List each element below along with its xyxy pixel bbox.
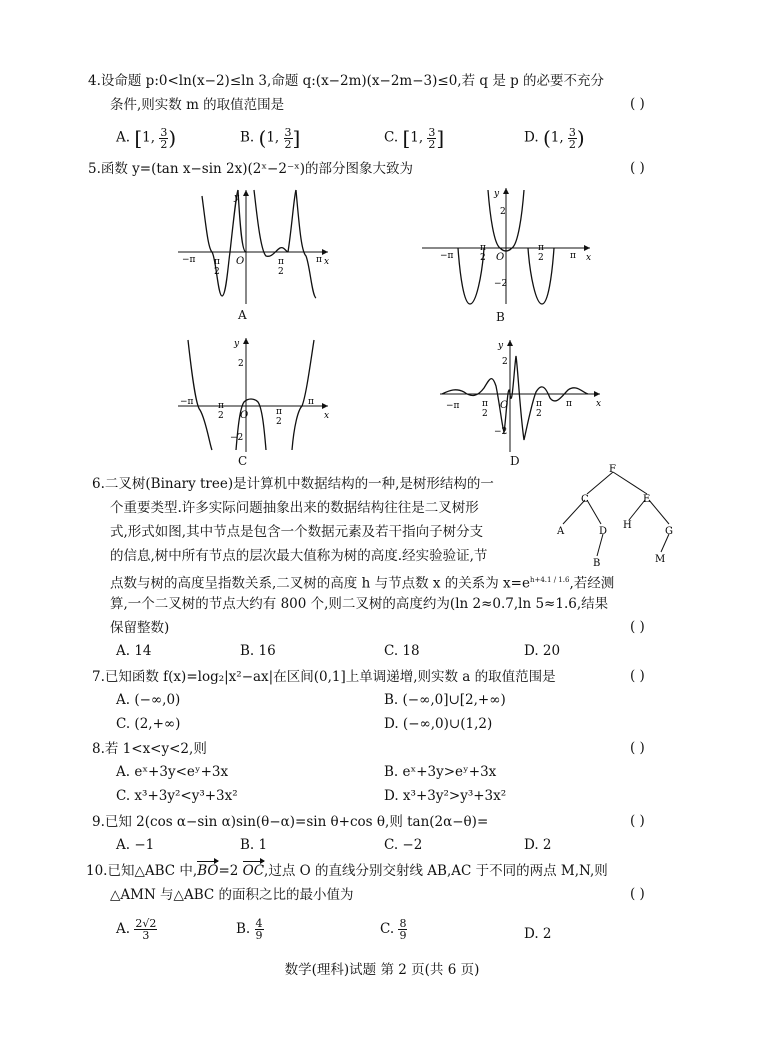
graph-b-label: B (496, 310, 505, 324)
graph-b-tick-2: 2 (500, 207, 506, 217)
graph-a-tick-mpi2: π (214, 257, 220, 267)
q8-option-b: B. eˣ+3y>eʸ+3x (384, 764, 497, 780)
q5-line1: 5.函数 y=(tan x−sin 2x)(2ˣ−2⁻ˣ)的部分图象大致为 (88, 161, 414, 177)
q7-line1: 7.已知函数 f(x)=log₂|x²−ax|在区间(0,1]上单调递增,则实数 a 的取值范围是 (92, 669, 556, 685)
graph-a-tick-pi2-den: 2 (278, 267, 284, 277)
graph-c-tick-mpi2-den: 2 (218, 411, 224, 421)
q10-line2: △AMN 与△ABC 的面积之比的最小值为 (110, 887, 354, 903)
q6-answer-paren: ( ) (630, 619, 645, 635)
q9-option-b: B. 1 (240, 837, 268, 853)
graph-c-origin: O (240, 410, 249, 421)
q10-line1-b: ,过点 O 的直线分别交射线 AB,AC 于不同的两点 M,N,则 (264, 863, 608, 879)
q10-answer-paren: ( ) (630, 886, 645, 902)
q10-option-c-letter: C. (380, 921, 395, 937)
graph-d-tick-mpi: −π (446, 401, 460, 411)
graph-d-tick-mpi2: π (482, 399, 488, 409)
page-footer: 数学(理科)试题 第 2 页(共 6 页) (284, 962, 480, 978)
q10-option-c (380, 918, 407, 941)
q4-option-d: D. (1, $\frac{3}{2}$ ) (524, 125, 585, 151)
graph-b-tick-pi2: π (538, 243, 544, 253)
q6-option-c: C. 18 (384, 643, 420, 659)
q7-option-d: D. (−∞,0)∪(1,2) (384, 716, 493, 732)
graph-d-y: y (498, 341, 504, 351)
q7-option-c: C. (2,+∞) (116, 716, 181, 732)
tree-node-c: C (581, 494, 589, 505)
q4-option-b: B. (1, $\frac{3}{2}$ ] (240, 125, 301, 151)
q10-option-c-den: 9 (399, 929, 407, 942)
graph-d-origin: O (500, 400, 509, 411)
tree-node-h: H (623, 520, 632, 531)
graph-a-tick-mpi2-den: 2 (214, 267, 220, 277)
graph-a-tick-mpi: −π (182, 255, 196, 265)
graph-a-label: A (238, 308, 247, 322)
q6-line4: 的信息,树中所有节点的层次最大值称为树的高度.经实验验证,节 (110, 548, 488, 564)
graph-b-x: x (586, 253, 592, 263)
q5-answer-paren: ( ) (630, 160, 645, 176)
q10-vector-oc: OC (242, 863, 265, 879)
q9-option-d: D. 2 (524, 837, 552, 853)
graph-d-tick-pi: π (566, 399, 572, 409)
graph-c-tick-mpi2: π (218, 401, 224, 411)
q9-option-a: A. −1 (116, 837, 155, 853)
q6-option-b: B. 16 (240, 643, 276, 659)
graph-d (438, 336, 608, 454)
tree-node-f: F (609, 464, 616, 475)
graph-d-tick-m2: −2 (494, 427, 508, 437)
graph-c-tick-m2: −2 (230, 433, 244, 443)
tree-node-e: E (643, 494, 651, 505)
q8-answer-paren: ( ) (630, 740, 645, 756)
tree-node-m: M (655, 554, 666, 565)
graph-d-tick-pi2-den: 2 (536, 409, 542, 419)
q6-option-d: D. 20 (524, 643, 561, 659)
q10-option-b-letter: B. (236, 921, 251, 937)
q7-answer-paren: ( ) (630, 668, 645, 684)
q4-option-c: C. [1, $\frac{3}{2}$ ] (384, 125, 445, 151)
q9-option-c: C. −2 (384, 837, 423, 853)
q6-line5-a: 点数与树的高度呈指数关系,二叉树的高度 h 与节点数 x 的关系为 x=e (110, 575, 530, 592)
q8-option-c: C. x³+3y²<y³+3x² (116, 788, 238, 804)
binary-tree-diagram (555, 462, 685, 572)
graph-b-origin: O (496, 252, 505, 263)
graph-c (176, 336, 336, 454)
graph-d-label: D (510, 454, 520, 468)
q10-mid: =2 (218, 863, 239, 879)
q9-answer-paren: ( ) (630, 813, 645, 829)
graph-d-x: x (596, 399, 602, 409)
graph-c-tick-pi: π (308, 397, 314, 407)
graph-a-origin: O (236, 256, 245, 267)
graph-a-tick-pi2: π (278, 257, 284, 267)
q4-option-a: A. [1, $\frac{3}{2}$ ) (116, 125, 177, 151)
q10-option-d: D. 2 (524, 926, 552, 942)
q10-option-b (236, 918, 264, 941)
q8-option-d: D. x³+3y²>y³+3x² (384, 788, 507, 804)
graph-c-x: x (324, 411, 330, 421)
graph-a-x: x (324, 257, 330, 267)
graph-d-tick-2: 2 (502, 357, 508, 367)
graph-b-tick-m2: −2 (494, 279, 508, 289)
graph-b-tick-mpi2-den: 2 (480, 253, 486, 263)
q6-line5-b: ,若经测 (569, 575, 615, 592)
q7-option-b: B. (−∞,0]∪[2,+∞) (384, 692, 506, 708)
q4-answer-paren: ( ) (630, 96, 645, 112)
q10-option-b-num: 4 (255, 917, 263, 930)
graph-a-y: y (234, 193, 240, 203)
graph-c-tick-pi2-den: 2 (276, 417, 282, 427)
q10-option-a-num: 2√2 (135, 917, 157, 930)
graph-c-tick-pi2: π (276, 407, 282, 417)
q6-line5 (110, 571, 614, 593)
q10-option-c-num: 8 (399, 917, 407, 930)
q6-line3: 式,形式如图,其中节点是包含一个数据元素及若干指向子树分支 (110, 524, 484, 540)
graph-b-y: y (494, 189, 500, 199)
tree-node-d: D (599, 526, 608, 537)
q10-line1-a: 10.已知△ABC 中, (86, 863, 198, 879)
q6-line1: 6.二叉树(Binary tree)是计算机中数据结构的一种,是树形结构的一 (92, 476, 494, 492)
graph-c-y: y (234, 339, 240, 349)
graph-b-tick-mpi: −π (440, 251, 454, 261)
q6-line2: 个重要类型.许多实际问题抽象出来的数据结构往往是二叉树形 (110, 500, 479, 516)
q6-exponent: h+4.1 / 1.6 (529, 576, 570, 584)
q10-line1 (86, 862, 608, 880)
graph-c-label: C (238, 454, 248, 468)
graph-c-tick-mpi: −π (180, 397, 194, 407)
graph-d-tick-pi2: π (536, 399, 542, 409)
q6-line7: 保留整数) (110, 620, 170, 636)
q10-option-a-den: 3 (142, 929, 150, 942)
graph-b-tick-mpi2: π (480, 243, 486, 253)
q4-line2: 条件,则实数 m 的取值范围是 (110, 97, 285, 113)
q6-option-a: A. 14 (116, 643, 152, 659)
q8-line1: 8.若 1<x<y<2,则 (92, 741, 207, 757)
tree-node-a: A (557, 526, 565, 537)
graph-a-tick-pi: π (316, 255, 322, 265)
q10-vector-bo: BO (197, 863, 219, 879)
graph-b (420, 186, 600, 306)
q8-option-a: A. eˣ+3y<eʸ+3x (116, 764, 229, 780)
q9-line1: 9.已知 2(cos α−sin α)sin(θ−α)=sin θ+cos θ,则 tan(2α−θ)= (92, 814, 489, 830)
graph-a (176, 186, 336, 306)
graph-b-tick-pi: π (570, 251, 576, 261)
q10-option-a (116, 918, 157, 941)
q7-option-a: A. (−∞,0) (116, 692, 181, 708)
graph-b-tick-pi2-den: 2 (538, 253, 544, 263)
q6-line6: 算,一个二叉树的节点大约有 800 个,则二叉树的高度约为(ln 2≈0.7,ln 5≈1.6,结果 (110, 596, 609, 612)
tree-node-g: G (665, 526, 673, 537)
graph-d-tick-mpi2-den: 2 (482, 409, 488, 419)
q10-option-b-den: 9 (255, 929, 263, 942)
tree-node-b: B (593, 558, 601, 569)
q4-line1: 4.设命题 p:0<ln(x−2)≤ln 3,命题 q:(x−2m)(x−2m−3)≤0,若 q 是 p 的必要不充分 (88, 73, 605, 89)
q10-option-a-letter: A. (116, 921, 131, 937)
graph-c-tick-2: 2 (238, 359, 244, 369)
